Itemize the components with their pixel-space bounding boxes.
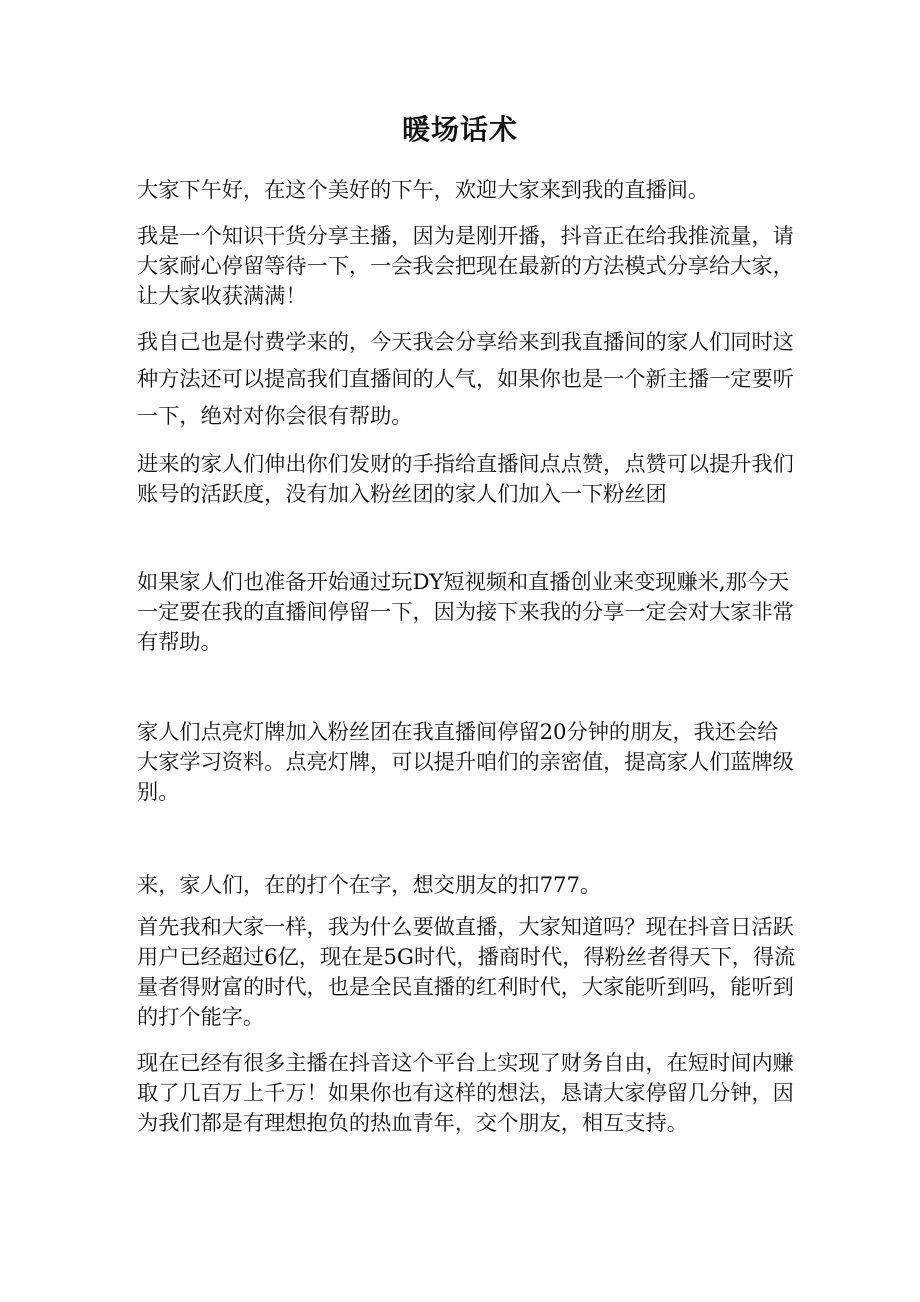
paragraph-like-request: 进来的家人们伸出你们发财的手指给直播间点点赞，点赞可以提升我们账号的活跃度，没有加入粉丝团的家人们加入一下粉丝团 bbox=[137, 451, 794, 506]
document-title: 暖场话术 bbox=[401, 113, 518, 146]
paragraph-monetize: 如果家人们也准备开始通过玩DY短视频和直播创业来变现赚米,那今天一定要在我的直播间停留一下，因为接下来我的分享一定会对大家非常有帮助。 bbox=[137, 569, 794, 654]
paragraph-fan-club: 家人们点亮灯牌加入粉丝团在我直播间停留20分钟的朋友，我还会给大家学习资料。点亮灯牌，可以提升咱们的亲密值，提高家人们蓝牌级别。 bbox=[137, 719, 794, 804]
paragraph-paid-learning: 我自己也是付费学来的，今天我会分享给来到我直播间的家人们同时这种方法还可以提高我们直播间的人气，如果你也是一个新主播一定要听一下，绝对对你会很有帮助。 bbox=[137, 329, 794, 428]
paragraph-greeting: 大家下午好，在这个美好的下午，欢迎大家来到我的直播间。 bbox=[137, 177, 710, 202]
paragraph-why-live: 首先我和大家一样，我为什么要做直播，大家知道吗？现在抖音日活跃用户已经超过6亿，现在是5G时代，播商时代，得粉丝者得天下，得流量者得财富的时代，也是全民直播的红利时代，大家能听到吗，能听到的打个能字。 bbox=[137, 914, 796, 1029]
paragraph-financial-freedom: 现在已经有很多主播在抖音这个平台上实现了财务自由，在短时间内赚取了几百万上千万！如果你也有这样的想法，恳请大家停留几分钟，因为我们都是有理想抱负的热血青年，交个朋友，相互支持。 bbox=[137, 1050, 794, 1135]
paragraph-type-zai: 来，家人们，在的打个在字，想交朋友的扣777。 bbox=[137, 872, 602, 897]
paragraph-introduction: 我是一个知识干货分享主播，因为是刚开播，抖音正在给我推流量，请大家耐心停留等待一下，一会我会把现在最新的方法模式分享给大家，让大家收获满满！ bbox=[137, 223, 794, 308]
